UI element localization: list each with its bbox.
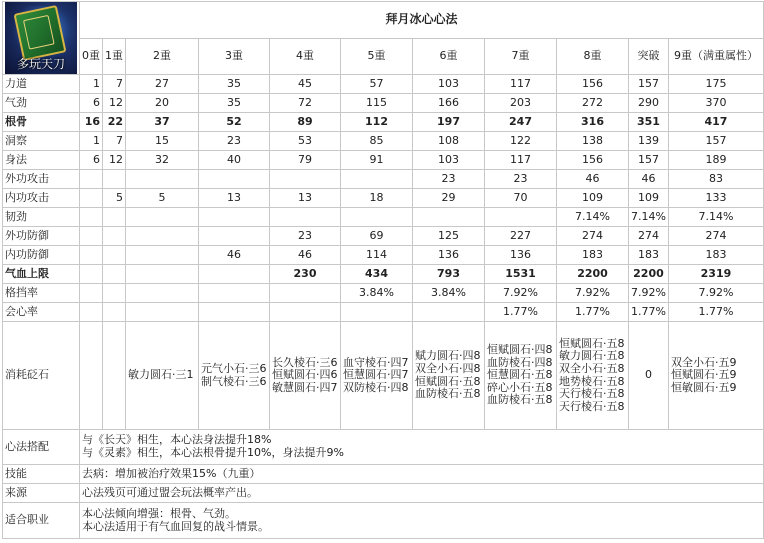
stat-row xyxy=(3,227,764,246)
stones-cell xyxy=(485,322,557,430)
tier-header: 4重 xyxy=(270,38,341,75)
stat-value: 227 xyxy=(485,227,557,246)
logo-cell xyxy=(3,2,80,75)
stat-row xyxy=(3,113,764,132)
stat-value: 40 xyxy=(199,151,270,170)
stones-row xyxy=(3,322,764,430)
stones-cell xyxy=(413,322,485,430)
stat-value: 52 xyxy=(199,113,270,132)
stat-value xyxy=(126,208,199,227)
stat-value: 35 xyxy=(199,94,270,113)
stat-value xyxy=(126,246,199,265)
stat-value: 7 xyxy=(103,132,126,151)
note-text xyxy=(80,503,764,539)
stat-value: 3.84% xyxy=(341,284,413,303)
note-label: 适合职业 xyxy=(3,503,80,539)
stone-item: 血防棱石·五8 xyxy=(415,387,481,401)
stone-item: 双全小石·五8 xyxy=(559,361,625,375)
stone-item: 敏慧圆石·四7 xyxy=(272,380,338,394)
note-row xyxy=(3,430,764,465)
stat-value: 91 xyxy=(341,151,413,170)
stone-item: 恒赋圆石·五9 xyxy=(670,368,737,382)
stat-value xyxy=(80,170,103,189)
stat-value: 117 xyxy=(485,75,557,94)
stat-value: 109 xyxy=(557,189,629,208)
stat-value: 23 xyxy=(485,170,557,189)
tier-header: 3重 xyxy=(199,38,270,75)
stat-value: 370 xyxy=(668,94,763,113)
tier-header: 突破 xyxy=(629,38,669,75)
note-line: 本心法倾向增强：根骨、气劲。 xyxy=(82,506,236,520)
stat-value xyxy=(270,170,341,189)
stat-value: 23 xyxy=(199,132,270,151)
stat-value: 13 xyxy=(199,189,270,208)
stat-name: 根骨 xyxy=(3,113,80,132)
game-logo xyxy=(5,2,77,74)
stat-value: 112 xyxy=(341,113,413,132)
stat-value: 1531 xyxy=(485,265,557,284)
stat-value: 103 xyxy=(413,151,485,170)
stat-value: 156 xyxy=(557,75,629,94)
note-line: 本心法适用于有气血回复的战斗情景。 xyxy=(82,519,269,533)
stat-row xyxy=(3,208,764,227)
stat-value: 417 xyxy=(668,113,763,132)
stat-value: 7.92% xyxy=(668,284,763,303)
stat-value: 20 xyxy=(126,94,199,113)
stat-value: 290 xyxy=(629,94,669,113)
stat-name: 会心率 xyxy=(3,303,80,322)
note-line: 与《长天》相生，本心法身法提升18% xyxy=(82,433,272,447)
stat-name: 外功防御 xyxy=(3,227,80,246)
stat-value: 274 xyxy=(629,227,669,246)
stone-item: 恒赋圆石·五8 xyxy=(415,374,481,388)
tier-header: 2重 xyxy=(126,38,199,75)
stone-item: 0 xyxy=(644,368,652,382)
note-row xyxy=(3,503,764,539)
note-line: 心法残页可通过盟会玩法概率产出。 xyxy=(82,485,258,499)
stone-item: 血守棱石·四7 xyxy=(343,355,409,369)
stat-value: 7 xyxy=(103,75,126,94)
stat-value: 6 xyxy=(80,94,103,113)
stat-value: 7.14% xyxy=(629,208,669,227)
stat-value: 7.92% xyxy=(485,284,557,303)
stat-value: 1.77% xyxy=(668,303,763,322)
stat-value: 45 xyxy=(270,75,341,94)
stat-value: 3.84% xyxy=(413,284,485,303)
stat-value: 157 xyxy=(629,75,669,94)
stat-value: 27 xyxy=(126,75,199,94)
stat-value: 2200 xyxy=(629,265,669,284)
stat-value: 1.77% xyxy=(557,303,629,322)
stat-value xyxy=(199,284,270,303)
stone-item: 天行棱石·五8 xyxy=(559,399,625,413)
stat-value: 156 xyxy=(557,151,629,170)
stat-value xyxy=(341,208,413,227)
stat-value xyxy=(199,303,270,322)
stat-value xyxy=(80,284,103,303)
stat-value xyxy=(80,189,103,208)
stat-value: 35 xyxy=(199,75,270,94)
stat-name: 气血上限 xyxy=(3,265,80,284)
stat-value: 1.77% xyxy=(485,303,557,322)
stat-row xyxy=(3,151,764,170)
stat-value: 69 xyxy=(341,227,413,246)
stat-value: 5 xyxy=(103,189,126,208)
stat-value: 37 xyxy=(126,113,199,132)
stat-value: 70 xyxy=(485,189,557,208)
stone-item: 血防棱石·五8 xyxy=(487,393,553,407)
stat-row xyxy=(3,303,764,322)
stat-value xyxy=(126,265,199,284)
stat-value: 7.92% xyxy=(557,284,629,303)
stat-value: 103 xyxy=(413,75,485,94)
stat-value: 189 xyxy=(668,151,763,170)
stone-item: 敏力圆石·五8 xyxy=(559,349,625,363)
stat-value xyxy=(199,208,270,227)
stat-name: 外功攻击 xyxy=(3,170,80,189)
stat-value: 125 xyxy=(413,227,485,246)
stone-item: 长久棱石·三6 xyxy=(272,355,338,369)
stat-value xyxy=(270,284,341,303)
stone-item: 元气小石·三6 xyxy=(201,361,267,375)
stat-value: 175 xyxy=(668,75,763,94)
heart-method-table xyxy=(2,1,764,539)
stat-name: 韧劲 xyxy=(3,208,80,227)
stat-value: 7.14% xyxy=(557,208,629,227)
stone-item: 碎心小石·五8 xyxy=(487,380,553,394)
note-label: 心法搭配 xyxy=(3,430,80,465)
stat-value: 7.14% xyxy=(668,208,763,227)
logo-caption: 多玩天刀 xyxy=(16,57,65,72)
stat-value: 2200 xyxy=(557,265,629,284)
tier-header-row xyxy=(3,38,764,75)
stat-name: 气劲 xyxy=(3,94,80,113)
stat-value xyxy=(80,265,103,284)
stat-value: 46 xyxy=(557,170,629,189)
stone-item: 双全小石·四8 xyxy=(415,361,481,375)
stat-value: 1 xyxy=(80,75,103,94)
stat-value: 133 xyxy=(668,189,763,208)
stat-value: 351 xyxy=(629,113,669,132)
stat-row xyxy=(3,265,764,284)
stones-cell xyxy=(270,322,341,430)
stones-cell xyxy=(126,322,199,430)
stat-value: 46 xyxy=(199,246,270,265)
stat-value: 83 xyxy=(668,170,763,189)
stat-row xyxy=(3,75,764,94)
stat-value xyxy=(103,208,126,227)
stat-value: 197 xyxy=(413,113,485,132)
stone-item: 恒赋圆石·四6 xyxy=(272,368,338,382)
tier-header: 6重 xyxy=(413,38,485,75)
stat-value xyxy=(270,303,341,322)
note-row xyxy=(3,484,764,503)
stat-value xyxy=(103,265,126,284)
stone-item: 恒赋圆石·五8 xyxy=(559,336,625,350)
stat-value xyxy=(80,208,103,227)
stones-cell xyxy=(557,322,629,430)
stat-value xyxy=(341,303,413,322)
note-row xyxy=(3,465,764,484)
stat-value: 29 xyxy=(413,189,485,208)
stone-item: 血防棱石·四8 xyxy=(487,355,553,369)
stat-value: 72 xyxy=(270,94,341,113)
stat-value: 139 xyxy=(629,132,669,151)
stat-value xyxy=(199,227,270,246)
stat-value xyxy=(126,170,199,189)
stat-value: 53 xyxy=(270,132,341,151)
stat-row xyxy=(3,189,764,208)
note-line: 去病：增加被治疗效果15%（九重） xyxy=(82,466,261,480)
stat-value: 122 xyxy=(485,132,557,151)
stat-value: 166 xyxy=(413,94,485,113)
stone-item: 恒慧圆石·四7 xyxy=(343,368,409,382)
stat-value: 6 xyxy=(80,151,103,170)
stat-value: 2319 xyxy=(668,265,763,284)
stat-value: 57 xyxy=(341,75,413,94)
stat-value xyxy=(126,284,199,303)
stat-value: 12 xyxy=(103,151,126,170)
stat-value: 7.92% xyxy=(629,284,669,303)
note-text xyxy=(80,465,764,484)
note-text xyxy=(80,430,764,465)
stat-value: 114 xyxy=(341,246,413,265)
stone-item: 恒敏圆石·五9 xyxy=(670,380,737,394)
stat-value: 46 xyxy=(629,170,669,189)
stat-value: 316 xyxy=(557,113,629,132)
stat-value: 15 xyxy=(126,132,199,151)
stat-value: 5 xyxy=(126,189,199,208)
stat-value: 79 xyxy=(270,151,341,170)
table-title: 拜月冰心心法 xyxy=(80,2,764,39)
tier-header: 9重（满重属性） xyxy=(668,38,763,75)
stone-item: 天行棱石·五8 xyxy=(559,387,625,401)
stone-item: 恒慧圆石·五8 xyxy=(487,368,553,382)
tier-header: 1重 xyxy=(103,38,126,75)
stat-value xyxy=(413,303,485,322)
stat-value: 274 xyxy=(668,227,763,246)
stat-value: 1.77% xyxy=(629,303,669,322)
stat-name: 力道 xyxy=(3,75,80,94)
stat-value: 274 xyxy=(557,227,629,246)
stat-value xyxy=(341,170,413,189)
stat-value: 434 xyxy=(341,265,413,284)
stat-value: 247 xyxy=(485,113,557,132)
stat-value: 157 xyxy=(629,151,669,170)
stat-value xyxy=(126,227,199,246)
stat-value: 13 xyxy=(270,189,341,208)
stat-value: 23 xyxy=(413,170,485,189)
stat-value: 183 xyxy=(557,246,629,265)
stat-row xyxy=(3,94,764,113)
stat-value: 183 xyxy=(668,246,763,265)
stone-item: 恒赋圆石·四8 xyxy=(487,342,553,356)
tier-header: 7重 xyxy=(485,38,557,75)
stones-cell xyxy=(103,322,126,430)
stone-item: 敏力圆石·三1 xyxy=(128,368,194,382)
tier-header: 5重 xyxy=(341,38,413,75)
stat-value: 230 xyxy=(270,265,341,284)
stat-value: 23 xyxy=(270,227,341,246)
stat-value xyxy=(80,246,103,265)
stat-value: 115 xyxy=(341,94,413,113)
stat-value: 89 xyxy=(270,113,341,132)
stat-name: 内功防御 xyxy=(3,246,80,265)
stat-value xyxy=(80,303,103,322)
stat-value: 157 xyxy=(668,132,763,151)
stat-value: 18 xyxy=(341,189,413,208)
note-label: 技能 xyxy=(3,465,80,484)
stat-value xyxy=(199,265,270,284)
stat-value xyxy=(103,170,126,189)
stat-value: 136 xyxy=(485,246,557,265)
stat-value: 793 xyxy=(413,265,485,284)
stat-value: 16 xyxy=(80,113,103,132)
stat-value: 85 xyxy=(341,132,413,151)
stat-name: 格挡率 xyxy=(3,284,80,303)
stat-value xyxy=(413,208,485,227)
stat-row xyxy=(3,170,764,189)
stone-item: 地势棱石·五8 xyxy=(559,374,625,388)
stat-value xyxy=(103,227,126,246)
stat-row xyxy=(3,246,764,265)
stat-value: 22 xyxy=(103,113,126,132)
stat-value: 272 xyxy=(557,94,629,113)
stat-value: 46 xyxy=(270,246,341,265)
stones-cell xyxy=(341,322,413,430)
stones-cell xyxy=(80,322,103,430)
stat-value: 108 xyxy=(413,132,485,151)
stone-item: 赋力圆石·四8 xyxy=(415,349,481,363)
stat-name: 洞察 xyxy=(3,132,80,151)
stat-value: 117 xyxy=(485,151,557,170)
note-label: 来源 xyxy=(3,484,80,503)
tier-header: 0重 xyxy=(80,38,103,75)
stone-item: 制气棱石·三6 xyxy=(201,374,267,388)
stat-value xyxy=(103,284,126,303)
stones-cell xyxy=(199,322,270,430)
stat-value xyxy=(199,170,270,189)
stat-value xyxy=(80,227,103,246)
stat-value: 136 xyxy=(413,246,485,265)
stat-value: 109 xyxy=(629,189,669,208)
stat-value: 138 xyxy=(557,132,629,151)
stone-item: 双全小石·五9 xyxy=(670,355,737,369)
stat-name: 身法 xyxy=(3,151,80,170)
stones-cell xyxy=(668,322,763,430)
stone-item: 双防棱石·四8 xyxy=(343,380,409,394)
stat-value: 32 xyxy=(126,151,199,170)
stat-row xyxy=(3,132,764,151)
stat-value: 183 xyxy=(629,246,669,265)
stones-label: 消耗砭石 xyxy=(3,322,80,430)
stones-cell xyxy=(629,322,669,430)
stat-value xyxy=(103,303,126,322)
note-text xyxy=(80,484,764,503)
stat-value xyxy=(126,303,199,322)
stat-value: 12 xyxy=(103,94,126,113)
stat-value: 1 xyxy=(80,132,103,151)
stat-value xyxy=(103,246,126,265)
stat-value xyxy=(270,208,341,227)
stat-value: 203 xyxy=(485,94,557,113)
stat-name: 内功攻击 xyxy=(3,189,80,208)
stat-value xyxy=(485,208,557,227)
note-line: 与《灵素》相生，本心法根骨提升10%，身法提升9% xyxy=(82,446,344,459)
tier-header: 8重 xyxy=(557,38,629,75)
stat-row xyxy=(3,284,764,303)
